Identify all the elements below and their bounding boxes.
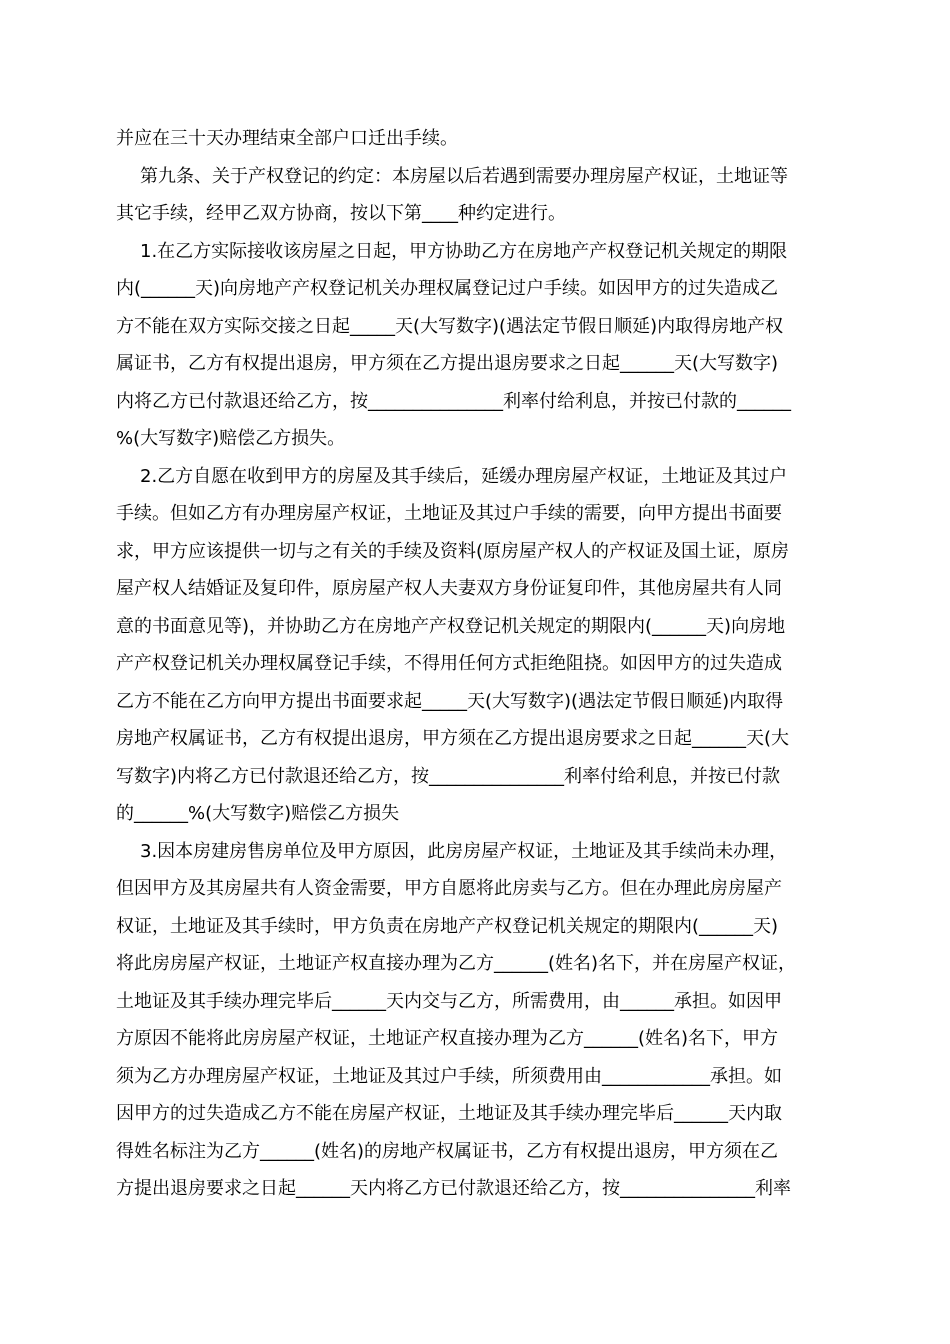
text-line: 其它手续，经甲乙双方协商，按以下第____种约定进行。 [116, 203, 566, 224]
text-line: 内将乙方已付款退还给乙方，按_______________利率付给利息，并按已付款的______ [116, 390, 791, 412]
text-line: 方原因不能将此房房屋产权证，土地证产权直接办理为乙方______(姓名)名下，甲方 [116, 1028, 779, 1049]
text-line: %(大写数字)赔偿乙方损失。 [116, 428, 346, 449]
text-line: 手续。但如乙方有办理房屋产权证，土地证及其过户手续的需要，向甲方提出书面要 [116, 503, 782, 524]
option-2-start: 2.乙方自愿在收到甲方的房屋及其手续后，延缓办理房屋产权证，土地证及其过户 [140, 465, 788, 487]
text-line: 方提出退房要求之日起______天内将乙方已付款退还给乙方，按_______________利率 [116, 1178, 791, 1199]
text-line: 意的书面意见等)，并协助乙方在房地产产权登记机关规定的期限内(______天)向房地 [116, 615, 786, 637]
text-line: 产产权登记机关办理权属登记手续，不得用任何方式拒绝阻挠。如因甲方的过失造成 [116, 653, 782, 674]
text-line: 的______%(大写数字)赔偿乙方损失 [116, 803, 400, 824]
text-line: 属证书，乙方有权提出退房，甲方须在乙方提出退房要求之日起______天(大写数字) [116, 353, 779, 374]
text-line: 求，甲方应该提供一切与之有关的手续及资料(原房屋产权人的产权证及国土证，原房 [116, 540, 790, 562]
option-3-start: 3.因本房建房售房单位及甲方原因，此房房屋产权证，土地证及其手续尚未办理， [140, 840, 788, 862]
text-line: 房地产权属证书，乙方有权提出退房，甲方须在乙方提出退房要求之日起______天(大 [116, 728, 790, 749]
text-line: 但因甲方及其房屋共有人资金需要，甲方自愿将此房卖与乙方。但在办理此房房屋产 [116, 878, 782, 899]
text-line: 并应在三十天办理结束全部户口迁出手续。 [116, 128, 458, 149]
text-line: 方不能在双方实际交接之日起_____天(大写数字)(遇法定节假日顺延)内取得房地产权 [116, 315, 784, 337]
text-line: 写数字)内将乙方已付款退还给乙方，按_______________利率付给利息，并按已付款 [116, 765, 781, 787]
text-line: 土地证及其手续办理完毕后______天内交与乙方，所需费用，由______承担。如因甲 [116, 990, 782, 1012]
option-1-start: 1.在乙方实际接收该房屋之日起，甲方协助乙方在房地产产权登记机关规定的期限 [140, 240, 788, 262]
clause-9-heading: 第九条、关于产权登记的约定：本房屋以后若遇到需要办理房屋产权证，土地证等 [140, 165, 788, 187]
document-body [116, 120, 836, 1208]
text-line: 屋产权人结婚证及复印件，原房屋产权人夫妻双方身份证复印件，其他房屋共有人同 [116, 578, 782, 599]
text-line: 将此房房屋产权证，土地证产权直接办理为乙方______(姓名)名下，并在房屋产权证， [116, 953, 797, 974]
text-line: 乙方不能在乙方向甲方提出书面要求起_____天(大写数字)(遇法定节假日顺延)内取得 [116, 690, 784, 712]
text-line: 须为乙方办理房屋产权证，土地证及其过户手续，所须费用由____________承担。如 [116, 1065, 782, 1087]
text-line: 得姓名标注为乙方______(姓名)的房地产权属证书，乙方有权提出退房，甲方须在乙 [116, 1140, 779, 1162]
text-line: 因甲方的过失造成乙方不能在房屋产权证，土地证及其手续办理完毕后______天内取 [116, 1103, 782, 1124]
text-line: 权证，土地证及其手续时，甲方负责在房地产产权登记机关规定的期限内(______天) [116, 915, 779, 937]
text-line: 内(______天)向房地产产权登记机关办理权属登记过户手续。如因甲方的过失造成乙 [116, 278, 779, 299]
